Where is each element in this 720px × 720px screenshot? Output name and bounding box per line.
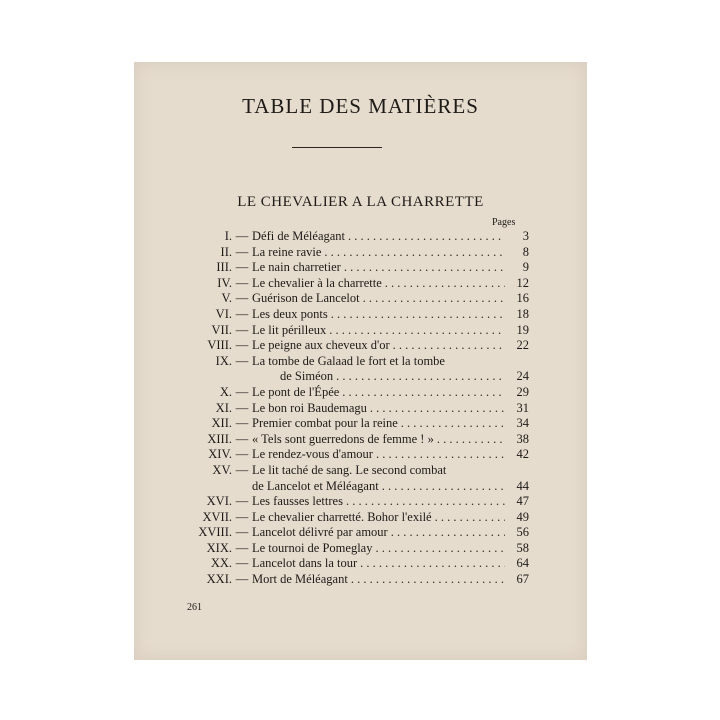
leader-dots: [333, 369, 505, 384]
entry-dash: —: [235, 556, 249, 571]
page-title: TABLE DES MATIÈRES: [242, 94, 479, 118]
entry-dash: —: [235, 229, 249, 243]
chapter-title: Guérison de Lancelot: [252, 291, 360, 306]
toc-entry: [174, 556, 529, 572]
page-number: 42: [516, 447, 529, 462]
entry-dash: —: [235, 306, 249, 321]
leader-dots: [357, 556, 505, 571]
toc-entry: [174, 291, 529, 307]
toc-entry: [174, 307, 529, 323]
chapter-title: « Tels sont guerredons de femme ! »: [252, 431, 434, 446]
entry-dash: —: [235, 260, 249, 275]
page-number: 47: [516, 494, 529, 509]
chapter-title: Les deux ponts: [252, 306, 328, 321]
toc-entry: [174, 354, 529, 370]
leader-dots: [382, 276, 505, 291]
toc-entry: [174, 401, 529, 417]
section-title: LE CHEVALIER A LA CHARRETTE: [237, 194, 484, 210]
page-number: 58: [516, 540, 529, 555]
page-number: 44: [516, 478, 529, 493]
chapter-number: XII.: [211, 416, 232, 431]
toc-entry-continuation: [174, 369, 529, 385]
entry-dash: —: [235, 509, 249, 524]
chapter-number: XIV.: [208, 447, 232, 462]
chapter-number: XI.: [215, 400, 232, 415]
entry-dash: —: [235, 494, 249, 509]
page-number: 18: [516, 306, 529, 321]
chapter-number: III.: [216, 260, 232, 275]
chapter-number: I.: [224, 229, 232, 243]
leader-dots: [372, 541, 505, 556]
chapter-number: XVII.: [202, 509, 232, 524]
toc-entry-continuation: [174, 479, 529, 495]
chapter-number: IX.: [215, 353, 232, 368]
toc-entry: [174, 525, 529, 541]
toc-entry: [174, 229, 529, 245]
entry-dash: —: [235, 447, 249, 462]
toc-entry: [174, 572, 529, 588]
page-number: 19: [516, 322, 529, 337]
chapter-title: Le lit périlleux: [252, 322, 327, 337]
page-number: 64: [516, 556, 529, 571]
chapter-number: II.: [220, 244, 232, 259]
chapter-number: IV.: [217, 275, 232, 290]
entry-dash: —: [235, 275, 249, 290]
page-number: 9: [522, 260, 529, 275]
chapter-number: XV.: [212, 462, 232, 477]
table-of-contents: [174, 229, 529, 588]
page-number: 38: [516, 431, 529, 446]
chapter-title: Le tournoi de Pomeglay: [252, 540, 373, 555]
leader-dots: [398, 416, 505, 431]
leader-dots: [390, 338, 505, 353]
chapter-number: VIII.: [207, 338, 232, 353]
leader-dots: [379, 479, 505, 494]
toc-entry: [174, 463, 529, 479]
toc-entry: [174, 416, 529, 432]
chapter-number: X.: [219, 384, 232, 399]
toc-entry: [174, 494, 529, 510]
entry-dash: —: [235, 431, 249, 446]
entry-dash: —: [235, 525, 249, 540]
page-number: 22: [516, 338, 529, 353]
toc-entry: [174, 447, 529, 463]
entry-dash: —: [235, 540, 249, 555]
title-rule: [292, 147, 382, 148]
entry-dash: —: [235, 384, 249, 399]
chapter-number: VII.: [211, 322, 232, 337]
leader-dots: [367, 401, 505, 416]
chapter-title: Le peigne aux cheveux d'or: [252, 338, 390, 353]
toc-entry: [174, 276, 529, 292]
page-number: 49: [516, 509, 529, 524]
leader-dots: [341, 260, 505, 275]
leader-dots: [345, 229, 505, 244]
leader-dots: [343, 494, 505, 509]
leader-dots: [339, 385, 505, 400]
toc-entry: [174, 260, 529, 276]
leader-dots: [360, 291, 505, 306]
entry-dash: —: [235, 572, 249, 587]
chapter-title: Le chevalier à la charrette: [252, 275, 382, 290]
chapter-title: Mort de Méléagant: [252, 572, 348, 587]
leader-dots: [373, 447, 505, 462]
leader-dots: [388, 525, 505, 540]
entry-dash: —: [235, 338, 249, 353]
chapter-number: XVI.: [206, 494, 232, 509]
toc-entry: [174, 323, 529, 339]
chapter-title: Défi de Méléagant: [252, 229, 346, 243]
chapter-number: XIX.: [206, 540, 232, 555]
chapter-title: Lancelot dans la tour: [252, 556, 358, 571]
toc-entry: [174, 510, 529, 526]
page-number: 12: [516, 275, 529, 290]
folio-number: 261: [187, 602, 202, 613]
entry-dash: —: [235, 322, 249, 337]
page-number: 16: [516, 291, 529, 306]
chapter-title: La reine ravie: [252, 244, 322, 259]
leader-dots: [328, 307, 505, 322]
chapter-title: Le nain charretier: [252, 260, 341, 275]
page-number: 67: [516, 572, 529, 587]
chapter-title-continuation: de Lancelot et Méléagant: [252, 478, 379, 493]
chapter-number: V.: [221, 291, 232, 306]
chapter-number: XXI.: [206, 572, 232, 587]
entry-dash: —: [235, 291, 249, 306]
leader-dots: [348, 572, 505, 587]
chapter-title-continuation: de Siméon: [280, 369, 334, 384]
pages-column-header: Pages: [492, 217, 516, 228]
chapter-title: Premier combat pour la reine: [252, 416, 398, 431]
toc-entry: [174, 432, 529, 448]
leader-dots: [434, 432, 505, 447]
chapter-title: Le chevalier charretté. Bohor l'exilé: [252, 509, 432, 524]
chapter-title: Le lit taché de sang. Le second combat: [252, 462, 447, 477]
chapter-title: Les fausses lettres: [252, 494, 343, 509]
page-number: 3: [522, 229, 529, 243]
chapter-number: VI.: [215, 306, 232, 321]
chapter-number: XX.: [210, 556, 232, 571]
leader-dots: [432, 510, 505, 525]
toc-entry: [174, 541, 529, 557]
page-number: 24: [516, 369, 529, 384]
entry-dash: —: [235, 353, 249, 368]
book-page: [134, 62, 587, 660]
entry-dash: —: [235, 244, 249, 259]
chapter-title: La tombe de Galaad le fort et la tombe: [252, 353, 445, 368]
page-number: 31: [516, 400, 529, 415]
page-number: 34: [516, 416, 529, 431]
chapter-title: Lancelot délivré par amour: [252, 525, 388, 540]
entry-dash: —: [235, 416, 249, 431]
chapter-number: XIII.: [207, 431, 232, 446]
entry-dash: —: [235, 400, 249, 415]
page-number: 8: [522, 244, 529, 259]
toc-entry: [174, 245, 529, 261]
chapter-title: Le pont de l'Épée: [252, 384, 340, 399]
chapter-number: XVIII.: [198, 525, 232, 540]
chapter-title: Le rendez-vous d'amour: [252, 447, 373, 462]
page-number: 29: [516, 384, 529, 399]
leader-dots: [321, 245, 505, 260]
chapter-title: Le bon roi Baudemagu: [252, 400, 367, 415]
toc-entry: [174, 338, 529, 354]
toc-entry: [174, 385, 529, 401]
entry-dash: —: [235, 462, 249, 477]
page-number: 56: [516, 525, 529, 540]
leader-dots: [326, 323, 505, 338]
